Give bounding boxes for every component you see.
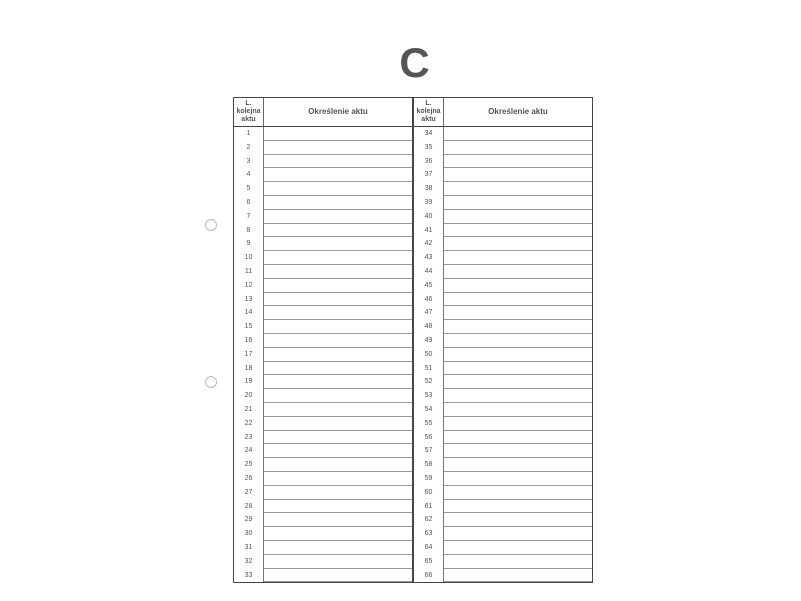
table-row bbox=[414, 182, 592, 196]
act-description-cell[interactable] bbox=[444, 293, 592, 307]
act-number-cell: 24 bbox=[234, 444, 264, 458]
act-description-cell[interactable] bbox=[264, 527, 412, 541]
table-row bbox=[234, 389, 412, 403]
act-description-cell[interactable] bbox=[444, 513, 592, 527]
act-description-cell[interactable] bbox=[264, 182, 412, 196]
act-number-cell: 38 bbox=[414, 182, 444, 196]
table-row bbox=[234, 306, 412, 320]
act-number-cell: 36 bbox=[414, 155, 444, 169]
act-description-cell[interactable] bbox=[264, 486, 412, 500]
act-number-cell: 63 bbox=[414, 527, 444, 541]
table-row bbox=[234, 265, 412, 279]
table-row bbox=[234, 486, 412, 500]
act-number-cell: 46 bbox=[414, 293, 444, 307]
table-row bbox=[234, 334, 412, 348]
table-row bbox=[234, 293, 412, 307]
table-rows-right bbox=[414, 127, 592, 582]
act-number-cell: 2 bbox=[234, 141, 264, 155]
punch-hole-bottom bbox=[205, 376, 217, 388]
act-description-cell[interactable] bbox=[264, 320, 412, 334]
act-number-cell: 49 bbox=[414, 334, 444, 348]
act-number-cell: 10 bbox=[234, 251, 264, 265]
table-row bbox=[414, 569, 592, 583]
table-row bbox=[234, 513, 412, 527]
act-number-cell: 25 bbox=[234, 458, 264, 472]
act-number-cell: 5 bbox=[234, 182, 264, 196]
act-description-cell[interactable] bbox=[444, 127, 592, 141]
act-description-cell[interactable] bbox=[444, 417, 592, 431]
act-description-cell[interactable] bbox=[264, 513, 412, 527]
table-row bbox=[234, 348, 412, 362]
act-description-cell[interactable] bbox=[444, 431, 592, 445]
act-number-cell: 51 bbox=[414, 362, 444, 376]
act-number-cell: 11 bbox=[234, 265, 264, 279]
act-description-cell[interactable] bbox=[264, 444, 412, 458]
act-description-cell[interactable] bbox=[264, 389, 412, 403]
act-number-cell: 37 bbox=[414, 168, 444, 182]
register-column-left bbox=[234, 98, 412, 582]
table-row bbox=[234, 431, 412, 445]
act-number-cell: 57 bbox=[414, 444, 444, 458]
act-description-cell[interactable] bbox=[444, 210, 592, 224]
table-row bbox=[234, 569, 412, 583]
act-description-cell[interactable] bbox=[264, 403, 412, 417]
table-row bbox=[414, 472, 592, 486]
act-description-cell[interactable] bbox=[264, 362, 412, 376]
table-row bbox=[414, 362, 592, 376]
table-row bbox=[234, 362, 412, 376]
table-row bbox=[414, 320, 592, 334]
table-row bbox=[414, 251, 592, 265]
act-number-cell: 23 bbox=[234, 431, 264, 445]
act-number-cell: 7 bbox=[234, 210, 264, 224]
act-number-cell: 39 bbox=[414, 196, 444, 210]
table-row bbox=[414, 486, 592, 500]
act-description-cell[interactable] bbox=[444, 224, 592, 238]
register-table bbox=[233, 97, 593, 583]
act-description-cell[interactable] bbox=[444, 320, 592, 334]
act-description-cell[interactable] bbox=[264, 431, 412, 445]
punch-hole-top bbox=[205, 219, 217, 231]
table-row bbox=[414, 389, 592, 403]
act-number-cell: 52 bbox=[414, 375, 444, 389]
act-number-cell: 31 bbox=[234, 541, 264, 555]
act-number-cell: 60 bbox=[414, 486, 444, 500]
act-description-cell[interactable] bbox=[444, 168, 592, 182]
act-description-cell[interactable] bbox=[444, 569, 592, 583]
act-number-cell: 44 bbox=[414, 265, 444, 279]
act-number-cell: 4 bbox=[234, 168, 264, 182]
table-row bbox=[414, 403, 592, 417]
act-description-cell[interactable] bbox=[264, 306, 412, 320]
act-number-cell: 12 bbox=[234, 279, 264, 293]
table-row bbox=[234, 458, 412, 472]
page-letter-heading: C bbox=[399, 39, 430, 86]
act-number-cell: 14 bbox=[234, 306, 264, 320]
act-number-cell: 48 bbox=[414, 320, 444, 334]
act-description-cell[interactable] bbox=[264, 141, 412, 155]
act-number-cell: 58 bbox=[414, 458, 444, 472]
table-row bbox=[234, 444, 412, 458]
table-row bbox=[414, 155, 592, 169]
act-description-cell[interactable] bbox=[264, 224, 412, 238]
act-number-cell: 53 bbox=[414, 389, 444, 403]
table-row bbox=[234, 320, 412, 334]
register-column-right bbox=[412, 98, 592, 582]
act-number-cell: 1 bbox=[234, 127, 264, 141]
act-number-cell: 16 bbox=[234, 334, 264, 348]
act-description-cell[interactable] bbox=[264, 168, 412, 182]
table-row bbox=[234, 155, 412, 169]
act-description-cell[interactable] bbox=[444, 141, 592, 155]
act-description-cell[interactable] bbox=[444, 389, 592, 403]
act-description-cell[interactable] bbox=[444, 486, 592, 500]
act-number-cell: 61 bbox=[414, 500, 444, 514]
table-row bbox=[234, 279, 412, 293]
act-description-cell[interactable] bbox=[444, 155, 592, 169]
table-row bbox=[234, 417, 412, 431]
act-description-cell[interactable] bbox=[264, 541, 412, 555]
table-row bbox=[234, 527, 412, 541]
act-number-cell: 8 bbox=[234, 224, 264, 238]
act-description-cell[interactable] bbox=[264, 155, 412, 169]
act-number-cell: 62 bbox=[414, 513, 444, 527]
table-row bbox=[234, 127, 412, 141]
table-row bbox=[414, 265, 592, 279]
act-number-cell: 15 bbox=[234, 320, 264, 334]
act-description-cell[interactable] bbox=[264, 555, 412, 569]
act-number-cell: 17 bbox=[234, 348, 264, 362]
act-description-cell[interactable] bbox=[444, 334, 592, 348]
act-description-cell[interactable] bbox=[264, 458, 412, 472]
act-number-cell: 27 bbox=[234, 486, 264, 500]
act-number-cell: 66 bbox=[414, 569, 444, 583]
table-header-left bbox=[234, 98, 412, 127]
table-row bbox=[234, 251, 412, 265]
act-number-cell: 42 bbox=[414, 237, 444, 251]
table-row bbox=[234, 196, 412, 210]
act-description-cell[interactable] bbox=[444, 472, 592, 486]
table-row bbox=[414, 168, 592, 182]
act-description-cell[interactable] bbox=[444, 251, 592, 265]
table-row bbox=[414, 348, 592, 362]
number-column-header: L. kolejna aktu bbox=[234, 98, 264, 126]
table-row bbox=[234, 210, 412, 224]
act-number-cell: 13 bbox=[234, 293, 264, 307]
act-description-cell[interactable] bbox=[444, 458, 592, 472]
table-row bbox=[414, 375, 592, 389]
table-row bbox=[234, 141, 412, 155]
act-number-cell: 55 bbox=[414, 417, 444, 431]
table-row bbox=[414, 306, 592, 320]
table-row bbox=[234, 224, 412, 238]
act-description-cell[interactable] bbox=[444, 444, 592, 458]
act-number-cell: 45 bbox=[414, 279, 444, 293]
table-row bbox=[414, 541, 592, 555]
table-row bbox=[414, 237, 592, 251]
act-number-cell: 3 bbox=[234, 155, 264, 169]
act-number-cell: 6 bbox=[234, 196, 264, 210]
table-row bbox=[234, 403, 412, 417]
act-number-cell: 35 bbox=[414, 141, 444, 155]
act-number-cell: 20 bbox=[234, 389, 264, 403]
act-description-cell[interactable] bbox=[444, 265, 592, 279]
table-row bbox=[414, 458, 592, 472]
act-number-cell: 21 bbox=[234, 403, 264, 417]
table-header-right bbox=[414, 98, 592, 127]
act-number-cell: 26 bbox=[234, 472, 264, 486]
act-number-cell: 65 bbox=[414, 555, 444, 569]
act-description-cell[interactable] bbox=[444, 403, 592, 417]
table-row bbox=[234, 472, 412, 486]
act-description-cell[interactable] bbox=[444, 237, 592, 251]
table-row bbox=[414, 224, 592, 238]
act-description-cell[interactable] bbox=[264, 196, 412, 210]
table-row bbox=[414, 196, 592, 210]
table-rows-left bbox=[234, 127, 412, 582]
act-description-cell[interactable] bbox=[444, 527, 592, 541]
table-row bbox=[414, 210, 592, 224]
table-row bbox=[234, 541, 412, 555]
act-number-cell: 59 bbox=[414, 472, 444, 486]
act-description-cell[interactable] bbox=[264, 251, 412, 265]
table-row bbox=[234, 237, 412, 251]
act-description-cell[interactable] bbox=[444, 348, 592, 362]
act-number-cell: 34 bbox=[414, 127, 444, 141]
act-description-cell[interactable] bbox=[264, 210, 412, 224]
table-row bbox=[234, 555, 412, 569]
act-description-cell[interactable] bbox=[264, 375, 412, 389]
act-number-cell: 32 bbox=[234, 555, 264, 569]
act-number-cell: 29 bbox=[234, 513, 264, 527]
act-number-cell: 9 bbox=[234, 237, 264, 251]
table-row bbox=[234, 182, 412, 196]
act-description-cell[interactable] bbox=[444, 500, 592, 514]
act-description-cell[interactable] bbox=[264, 472, 412, 486]
table-row bbox=[414, 527, 592, 541]
table-row bbox=[414, 513, 592, 527]
act-description-cell[interactable] bbox=[444, 279, 592, 293]
act-description-cell[interactable] bbox=[444, 375, 592, 389]
act-description-cell[interactable] bbox=[444, 306, 592, 320]
number-column-header: L. kolejna aktu bbox=[414, 98, 444, 126]
act-description-cell[interactable] bbox=[264, 293, 412, 307]
table-row bbox=[414, 500, 592, 514]
act-description-cell[interactable] bbox=[264, 417, 412, 431]
act-number-cell: 43 bbox=[414, 251, 444, 265]
act-number-cell: 56 bbox=[414, 431, 444, 445]
act-number-cell: 18 bbox=[234, 362, 264, 376]
act-number-cell: 19 bbox=[234, 375, 264, 389]
table-row bbox=[414, 334, 592, 348]
table-row bbox=[414, 293, 592, 307]
act-number-cell: 33 bbox=[234, 569, 264, 583]
act-description-cell[interactable] bbox=[444, 196, 592, 210]
table-row bbox=[414, 141, 592, 155]
act-number-cell: 54 bbox=[414, 403, 444, 417]
title-column-header: Określenie aktu bbox=[488, 107, 548, 116]
act-description-cell[interactable] bbox=[444, 541, 592, 555]
act-number-cell: 30 bbox=[234, 527, 264, 541]
act-description-cell[interactable] bbox=[264, 237, 412, 251]
act-description-cell[interactable] bbox=[264, 279, 412, 293]
title-column-header: Określenie aktu bbox=[308, 107, 368, 116]
act-description-cell[interactable] bbox=[264, 569, 412, 583]
table-row bbox=[414, 555, 592, 569]
act-number-cell: 28 bbox=[234, 500, 264, 514]
act-number-cell: 47 bbox=[414, 306, 444, 320]
table-row bbox=[414, 417, 592, 431]
table-row bbox=[234, 500, 412, 514]
act-description-cell[interactable] bbox=[444, 182, 592, 196]
act-description-cell[interactable] bbox=[444, 362, 592, 376]
table-row bbox=[234, 168, 412, 182]
act-number-cell: 64 bbox=[414, 541, 444, 555]
act-description-cell[interactable] bbox=[264, 127, 412, 141]
act-description-cell[interactable] bbox=[444, 555, 592, 569]
act-number-cell: 40 bbox=[414, 210, 444, 224]
table-row bbox=[414, 431, 592, 445]
act-number-cell: 50 bbox=[414, 348, 444, 362]
act-description-cell[interactable] bbox=[264, 500, 412, 514]
act-number-cell: 41 bbox=[414, 224, 444, 238]
act-description-cell[interactable] bbox=[264, 265, 412, 279]
act-description-cell[interactable] bbox=[264, 348, 412, 362]
table-row bbox=[414, 127, 592, 141]
table-row bbox=[414, 279, 592, 293]
table-row bbox=[414, 444, 592, 458]
table-row bbox=[234, 375, 412, 389]
act-description-cell[interactable] bbox=[264, 334, 412, 348]
act-number-cell: 22 bbox=[234, 417, 264, 431]
